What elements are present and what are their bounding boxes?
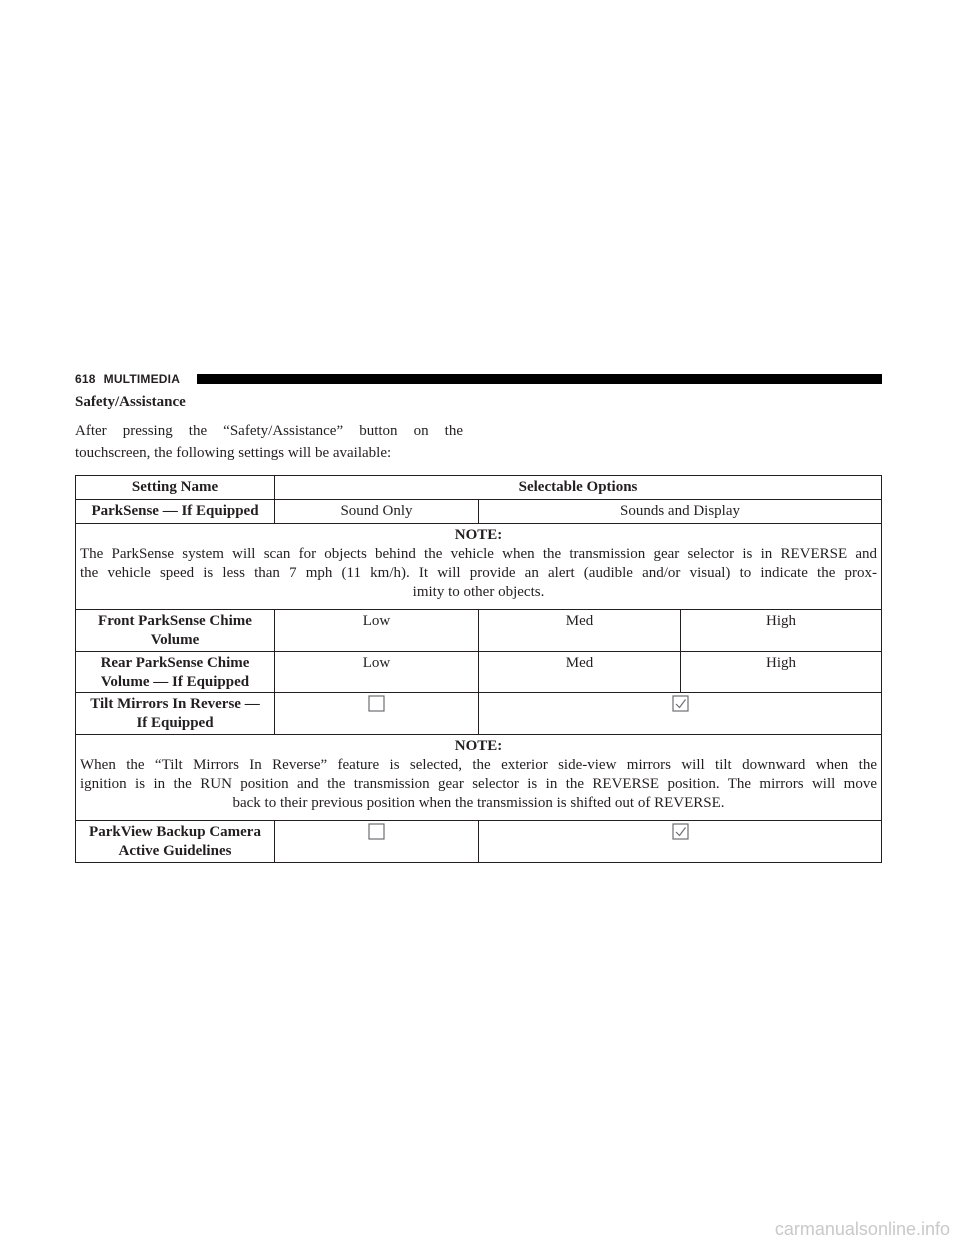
note-label: NOTE: — [454, 738, 503, 754]
option-value: High — [681, 610, 882, 652]
option-off-cell — [275, 821, 479, 863]
column-header-setting-name: Setting Name — [76, 476, 275, 500]
setting-name-line: Rear ParkSense Chime — [100, 655, 250, 671]
setting-name — [76, 610, 275, 652]
table-row-tilt-mirrors — [76, 693, 882, 735]
section-heading: Safety/Assistance — [75, 394, 186, 410]
section-title: MULTIMEDIA — [103, 372, 181, 386]
setting-name — [76, 652, 275, 693]
header-rule — [197, 374, 882, 384]
page-header — [75, 372, 180, 386]
table-row-front-chime — [76, 610, 882, 652]
note-line: back to their previous position when the transmission is shifted out of REVERSE. — [232, 795, 725, 811]
note-line: ignition is in the RUN position and the transmission gear selector is in the REVERSE position. The mirrors will move — [80, 776, 878, 792]
intro-line: touchscreen, the following settings will be available: — [75, 445, 392, 461]
settings-table — [75, 475, 882, 863]
setting-name-line: Volume — If Equipped — [100, 674, 250, 690]
checked-box-icon — [672, 823, 689, 840]
table-row-parkview — [76, 821, 882, 863]
note-line: imity to other objects. — [412, 584, 545, 600]
note-label: NOTE: — [454, 527, 503, 543]
option-on-cell — [479, 693, 882, 735]
setting-name-line: If Equipped — [136, 715, 214, 731]
option-value: Med — [479, 652, 681, 693]
option-off-cell — [275, 693, 479, 735]
unchecked-box-icon — [368, 823, 385, 840]
column-header-selectable-options: Selectable Options — [275, 476, 882, 500]
note-line: The ParkSense system will scan for objects behind the vehicle when the transmission gear selector is in REVERSE and — [80, 546, 878, 562]
option-value: Sounds and Display — [479, 500, 882, 524]
setting-name — [76, 821, 275, 863]
note-cell — [76, 524, 882, 610]
intro-paragraph — [75, 420, 463, 464]
option-value: Low — [275, 652, 479, 693]
note-line: When the “Tilt Mirrors In Reverse” feature is selected, the exterior side-view mirrors will tilt downward when the — [80, 757, 878, 773]
table-row-rear-chime — [76, 652, 882, 693]
table-header-row — [76, 476, 882, 500]
note-line: the vehicle speed is less than 7 mph (11 km/h). It will provide an alert (audible and/or visual) to indicate the prox- — [80, 565, 878, 581]
setting-name — [76, 693, 275, 735]
option-value: High — [681, 652, 882, 693]
checked-box-icon — [672, 695, 689, 712]
intro-line: After pressing the “Safety/Assistance” button on the — [75, 423, 463, 439]
table-row-note — [76, 735, 882, 821]
unchecked-box-icon — [368, 695, 385, 712]
table-row-parksense — [76, 500, 882, 524]
setting-name-line: Front ParkSense Chime — [98, 613, 252, 629]
setting-name-line: Volume — [150, 632, 200, 648]
option-value: Low — [275, 610, 479, 652]
setting-name: ParkSense — If Equipped — [76, 500, 275, 524]
setting-name-line: Tilt Mirrors In Reverse — — [90, 696, 260, 712]
page-number: 618 — [75, 372, 96, 386]
watermark: carmanualsonline.info — [774, 1219, 950, 1239]
table-row-note — [76, 524, 882, 610]
option-on-cell — [479, 821, 882, 863]
setting-name-line: ParkView Backup Camera — [89, 824, 261, 840]
option-value: Sound Only — [275, 500, 479, 524]
option-value: Med — [479, 610, 681, 652]
setting-name-line: Active Guidelines — [118, 843, 232, 859]
note-cell — [76, 735, 882, 821]
